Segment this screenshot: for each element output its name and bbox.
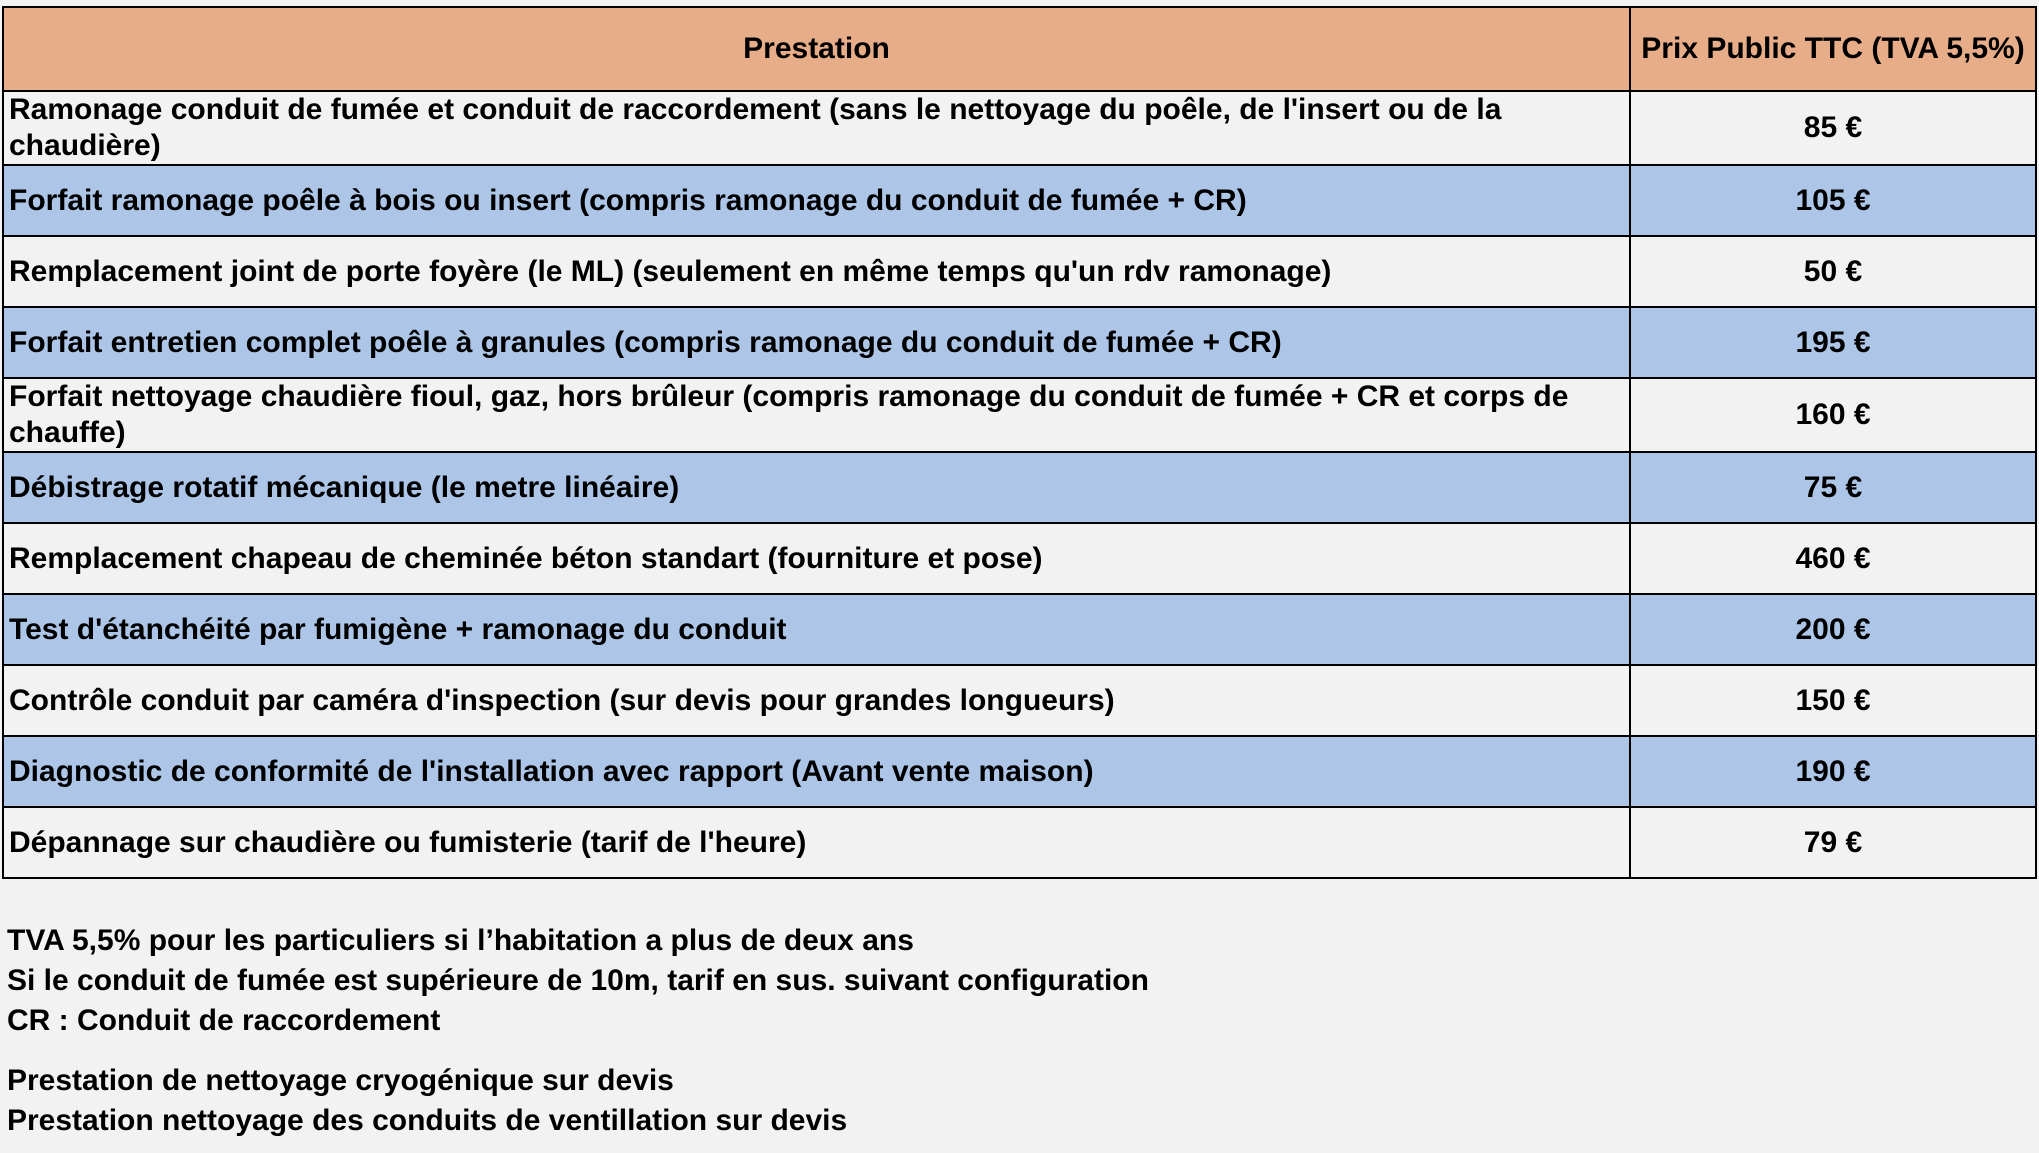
row-prestation: Forfait ramonage poêle à bois ou insert (compris ramonage du conduit de fumée + CR) — [3, 165, 1630, 236]
row-price: 85 € — [1630, 91, 2036, 165]
row-prestation: Forfait nettoyage chaudière fioul, gaz, hors brûleur (compris ramonage du conduit de fumée + CR et corps de chauffe) — [3, 378, 1630, 452]
notes-block — [7, 921, 1149, 1141]
header-prestation: Prestation — [3, 7, 1630, 91]
row-price: 195 € — [1630, 307, 2036, 378]
note-conduit-length: Si le conduit de fumée est supérieure de 10m, tarif en sus. suivant configuration — [7, 964, 1149, 997]
row-price: 50 € — [1630, 236, 2036, 307]
table-row — [3, 523, 2036, 594]
table-row — [3, 307, 2036, 378]
row-prestation: Remplacement chapeau de cheminée béton standart (fourniture et pose) — [3, 523, 1630, 594]
row-prestation: Test d'étanchéité par fumigène + ramonage du conduit — [3, 594, 1630, 665]
price-table — [2, 6, 2037, 879]
row-price: 75 € — [1630, 452, 2036, 523]
row-prestation: Forfait entretien complet poêle à granules (compris ramonage du conduit de fumée + CR) — [3, 307, 1630, 378]
row-price: 460 € — [1630, 523, 2036, 594]
table-row — [3, 807, 2036, 878]
table-row — [3, 452, 2036, 523]
table-row — [3, 165, 2036, 236]
row-prestation: Ramonage conduit de fumée et conduit de raccordement (sans le nettoyage du poêle, de l'insert ou de la chaudière) — [3, 91, 1630, 165]
note-ventilation: Prestation nettoyage des conduits de ventillation sur devis — [7, 1104, 848, 1137]
table-row — [3, 594, 2036, 665]
table-row — [3, 378, 2036, 452]
note-cr-definition: CR : Conduit de raccordement — [7, 1004, 441, 1037]
row-price: 190 € — [1630, 736, 2036, 807]
row-prestation: Contrôle conduit par caméra d'inspection (sur devis pour grandes longueurs) — [3, 665, 1630, 736]
row-prestation: Diagnostic de conformité de l'installation avec rapport (Avant vente maison) — [3, 736, 1630, 807]
row-prestation: Débistrage rotatif mécanique (le metre linéaire) — [3, 452, 1630, 523]
table-row — [3, 91, 2036, 165]
header-price: Prix Public TTC (TVA 5,5%) — [1630, 7, 2036, 91]
row-prestation: Remplacement joint de porte foyère (le ML) (seulement en même temps qu'un rdv ramonage) — [3, 236, 1630, 307]
row-price: 160 € — [1630, 378, 2036, 452]
table-row — [3, 665, 2036, 736]
row-price: 79 € — [1630, 807, 2036, 878]
note-cryogenic: Prestation de nettoyage cryogénique sur devis — [7, 1064, 674, 1097]
row-price: 105 € — [1630, 165, 2036, 236]
note-tva: TVA 5,5% pour les particuliers si l’habitation a plus de deux ans — [7, 924, 914, 957]
row-price: 150 € — [1630, 665, 2036, 736]
row-price: 200 € — [1630, 594, 2036, 665]
table-row — [3, 736, 2036, 807]
table-row — [3, 236, 2036, 307]
notes-spacer — [7, 1041, 1149, 1061]
table-header-row — [3, 7, 2036, 91]
row-prestation: Dépannage sur chaudière ou fumisterie (tarif de l'heure) — [3, 807, 1630, 878]
